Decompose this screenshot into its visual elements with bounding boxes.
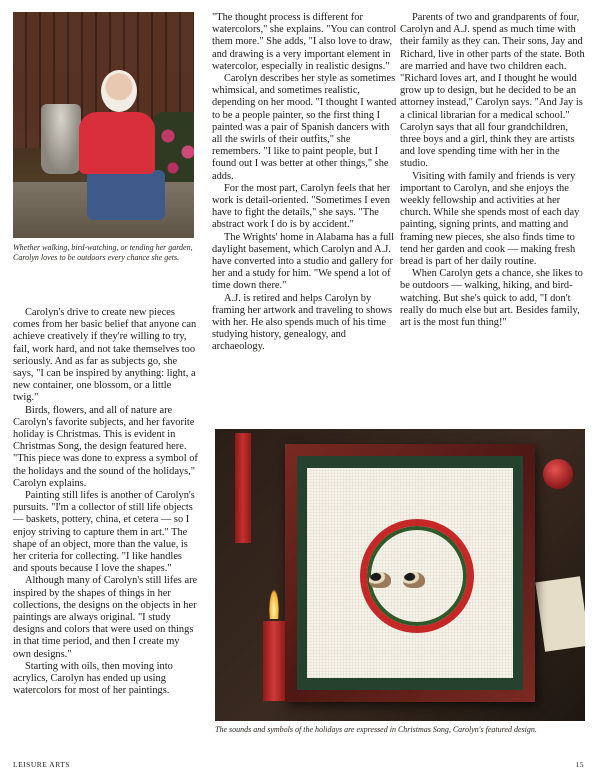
book-shape: [535, 576, 585, 652]
candle-flame-shape: [269, 589, 279, 619]
caption-top-photo: Whether walking, bird-watching, or tending her garden, Carolyn loves to be outdoors every chance she gets.: [13, 243, 193, 262]
picture-frame: [285, 444, 535, 702]
photo-christmas-song-design: [215, 429, 585, 721]
stone-urn-shape: [41, 104, 81, 174]
caption-bottom-photo: The sounds and symbols of the holidays are expressed in Christmas Song, Carolyn's featured design.: [215, 725, 537, 734]
paragraph: When Carolyn gets a chance, she likes to be outdoors — walking, hiking, and bird-watching. But she's quick to add, "I don't really do much else but art. Besides family, art is the most fun thing!": [400, 268, 583, 329]
chickadee-right-shape: [403, 572, 425, 588]
paragraph: Painting still lifes is another of Carolyn's pursuits. "I'm a collector of still life objects — baskets, pottery, china, et cetera — so I enjoy striving to capture them in art." The shape of an object, more than the value, is her criteria for collecting. "I like handles and spouts because I love the shapes.": [13, 490, 195, 575]
article-column-3: [400, 12, 586, 329]
person-head-shape: [101, 70, 137, 112]
paragraph: Parents of two and grandparents of four, Carolyn and A.J. spend as much time with their family as they can. Their sons, Jay and Richard, live in other parts of the state. Both are married and have two children each. "Richard loves art, and I thought he would grow up to design, but he decided to be an attorney instead," Carolyn says. "And Jay is a clinical librarian for a medical school." Carolyn says that all four grandchildren, three boys and a girl, think they are artists and love spending time with her in the studio.: [400, 12, 585, 170]
photo-carolyn-garden: [13, 12, 194, 238]
candle-shape: [263, 621, 285, 701]
paragraph: Carolyn describes her style as sometimes whimsical, and sometimes realistic, depending on her mood. "I thought I wanted to be a people painter, so the first thing I painted was a pair of Spanish dancers with all the swirls of their outfits," she remembers. "I like to paint people, but I found out I was better at other things," she adds.: [212, 73, 397, 182]
paragraph: Carolyn's drive to create new pieces comes from her basic belief that anyone can achieve creatively if they're willing to try, fail, work hard, and not take themselves too seriously. And as far as subjects go, she says, "I can be inspired by anything: light, a new container, one blossom, or a little twig.": [13, 307, 197, 404]
ornament-shape: [543, 459, 573, 489]
paragraph: "The thought process is different for watercolors," she explains. "You can control them more." She adds, "I also love to draw, and drawing is a very important element in watercolor, especially in realistic designs.": [212, 12, 397, 72]
article-column-2: [212, 12, 397, 354]
cross-stitch-fabric: [307, 468, 513, 678]
paragraph: Birds, flowers, and all of nature are Carolyn's favorite subjects, and her favorite holiday is Christmas. This is evident in Christmas Song, the design featured here. "This piece was done to express a symbol of the holidays and the sound of the holidays," Carolyn explains.: [13, 404, 198, 489]
person-body-shape: [79, 112, 155, 174]
page-number: 15: [575, 760, 584, 769]
paragraph: Visiting with family and friends is very important to Carolyn, and she enjoys the weekly fellowship and activities at her church. While she spends most of each day painting, signing prints, and matting and framing new pieces, she also finds time to tend her garden and cook — making fresh bread is part of her daily routine.: [400, 170, 580, 268]
chickadee-left-shape: [369, 572, 391, 588]
paragraph: Starting with oils, then moving into acrylics, Carolyn has ended up using watercolors for most of her paintings.: [13, 660, 173, 697]
paragraph: Although many of Carolyn's still lifes are inspired by the shapes of things in her collections, the designs on the objects in her paintings are always original. "I study designs and colors that were used on things in that time period, and then I create my own designs.": [13, 575, 198, 660]
article-column-1: [13, 307, 199, 698]
person-legs-shape: [87, 170, 165, 220]
candle-shape: [235, 433, 251, 543]
paragraph: The Wrights' home in Alabama has a full daylight basement, which Carolyn and A.J. have converted into a studio and gallery for her and a study for him. "We spend a lot of time down there.": [212, 231, 395, 292]
paragraph: For the most part, Carolyn feels that her work is detail-oriented. "Sometimes I even have to fight the details," she says. "The abstract work I do is by accident.": [212, 182, 391, 231]
paragraph: A.J. is retired and helps Carolyn by framing her artwork and traveling to shows with her. He also spends much of his time studying history, genealogy, and archaeology.: [212, 292, 393, 353]
footer-publisher: LEISURE ARTS: [13, 760, 71, 769]
